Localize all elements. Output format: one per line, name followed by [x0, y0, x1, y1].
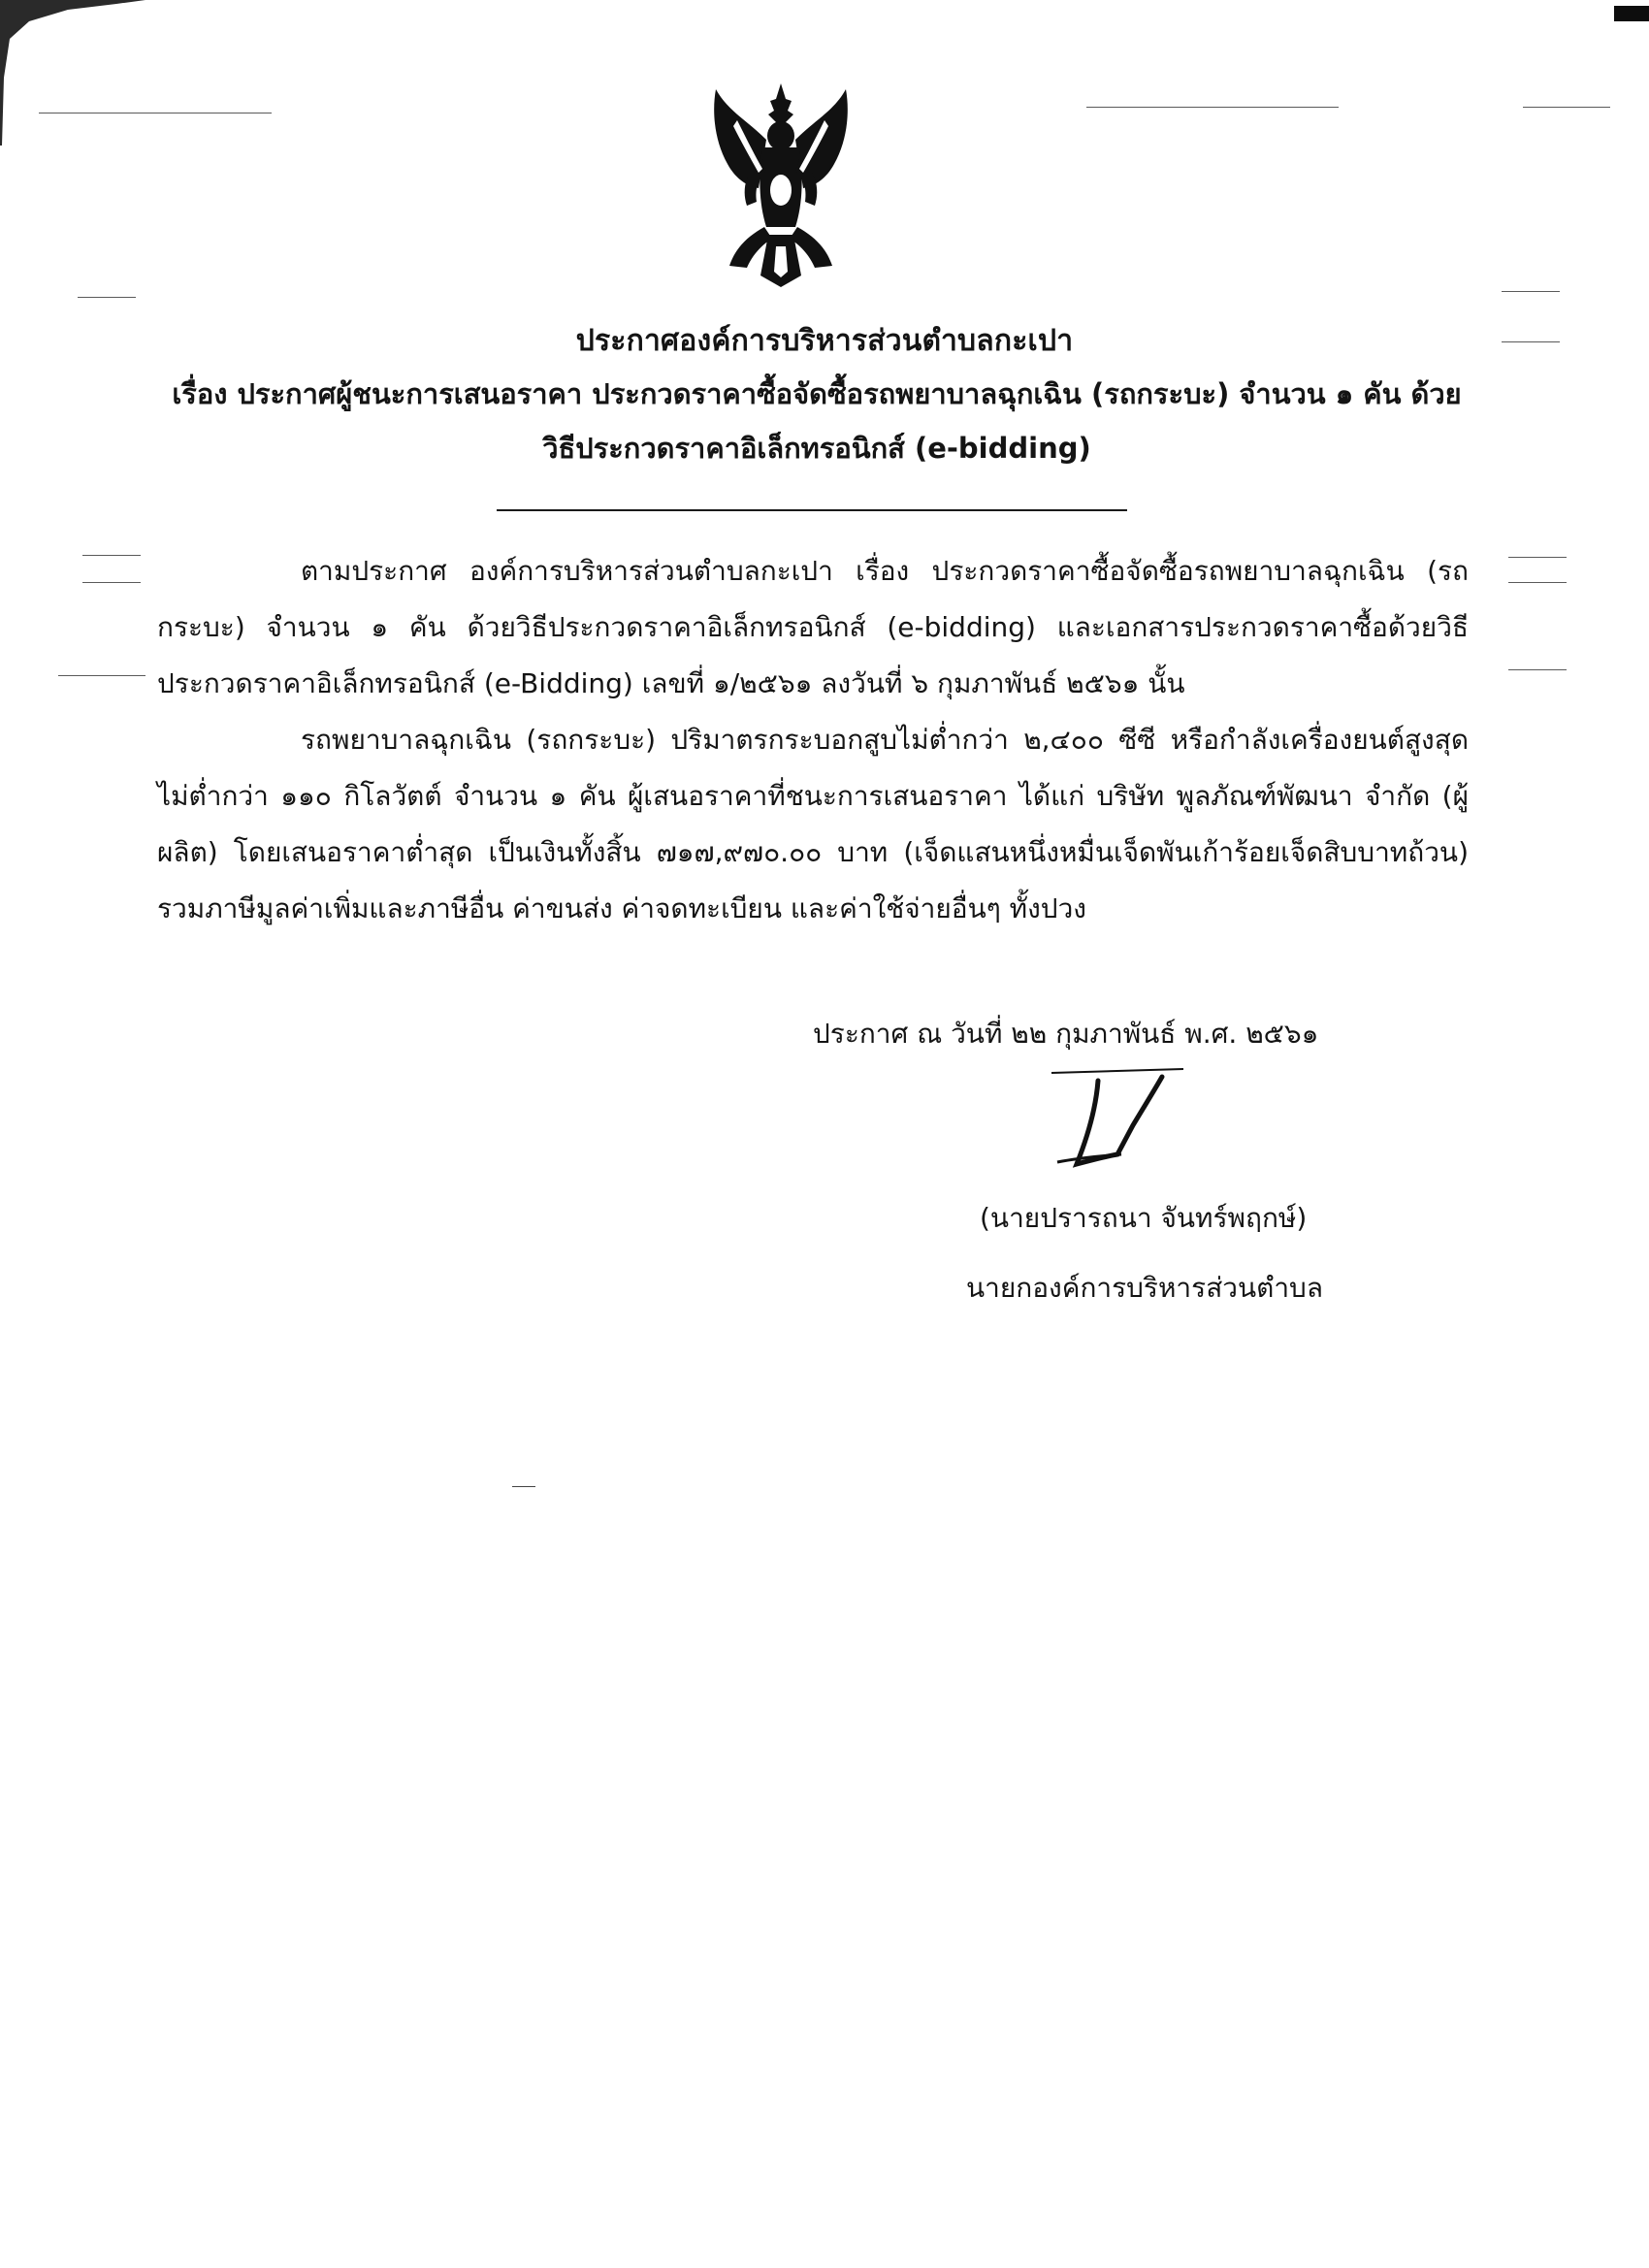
scan-line [1502, 291, 1560, 292]
title-divider [497, 509, 1127, 511]
scan-corner-shadow [0, 0, 146, 146]
announcement-date: ประกาศ ณ วันที่ ๒๒ กุมภาพันธ์ พ.ศ. ๒๕๖๑ [813, 1018, 1319, 1050]
signatory-name: (นายปรารถนา จันทร์พฤกษ์) [980, 1202, 1308, 1234]
scan-line [1508, 582, 1567, 583]
scan-line [82, 582, 141, 583]
scan-line [58, 675, 146, 676]
scan-line [1086, 107, 1339, 108]
scan-mark [512, 1486, 535, 1487]
scan-line [82, 555, 141, 556]
scan-artifact-block [1614, 6, 1649, 21]
garuda-emblem-icon [708, 81, 854, 290]
handwritten-signature-icon [1038, 1067, 1212, 1174]
body-paragraph-1: ตามประกาศ องค์การบริหารส่วนตำบลกะเปา เรื่อง ประกวดราคาซื้อจัดซื้อรถพยาบาลฉุกเฉิน (รถกระบะ) จำนวน ๑ คัน ด้วยวิธีประกวดราคาอิเล็กทรอนิกส์ (e-bidding) และเอกสารประกวดราคาซื้อด้วยวิธีประกวดราคาอิเล็กทรอนิกส์ (e-Bidding) เลขที่ ๑/๒๕๖๑ ลงวันที่ ๖ กุมภาพันธ์ ๒๕๖๑ นั้น [157, 555, 1469, 699]
document-title: ประกาศองค์การบริหารส่วนตำบลกะเปา [575, 324, 1074, 358]
document-subject: เรื่อง ประกาศผู้ชนะการเสนอราคา ประกวดราคาซื้อจัดซื้อรถพยาบาลฉุกเฉิน (รถกระบะ) จำนวน ๑ คัน ด้วยวิธีประกวดราคาอิเล็กทรอนิกส์ (e-bidding) [172, 377, 1462, 465]
scan-line [1508, 669, 1567, 670]
body-paragraph-2: รถพยาบาลฉุกเฉิน (รถกระบะ) ปริมาตรกระบอกสูบไม่ต่ำกว่า ๒,๔๐๐ ซีซี หรือกำลังเครื่องยนต์สูงสุดไม่ต่ำกว่า ๑๑๐ กิโลวัตต์ จำนวน ๑ คัน ผู้เสนอราคาที่ชนะการเสนอราคา ได้แก่ บริษัท พูลภัณฑ์พัฒนา จำกัด (ผู้ผลิต) โดยเสนอราคาต่ำสุด เป็นเงินทั้งสิ้น ๗๑๗,๙๗๐.๐๐ บาท (เจ็ดแสนหนึ่งหมื่นเจ็ดพันเก้าร้อยเจ็ดสิบบาทถ้วน) รวมภาษีมูลค่าเพิ่มและภาษีอื่น ค่าขนส่ง ค่าจดทะเบียน และค่าใช้จ่ายอื่นๆ ทั้งปวง [157, 724, 1469, 924]
scan-line [1508, 557, 1567, 558]
scan-line [1523, 107, 1610, 108]
scan-line [78, 297, 136, 298]
signatory-title: นายกองค์การบริหารส่วนตำบล [966, 1272, 1323, 1304]
